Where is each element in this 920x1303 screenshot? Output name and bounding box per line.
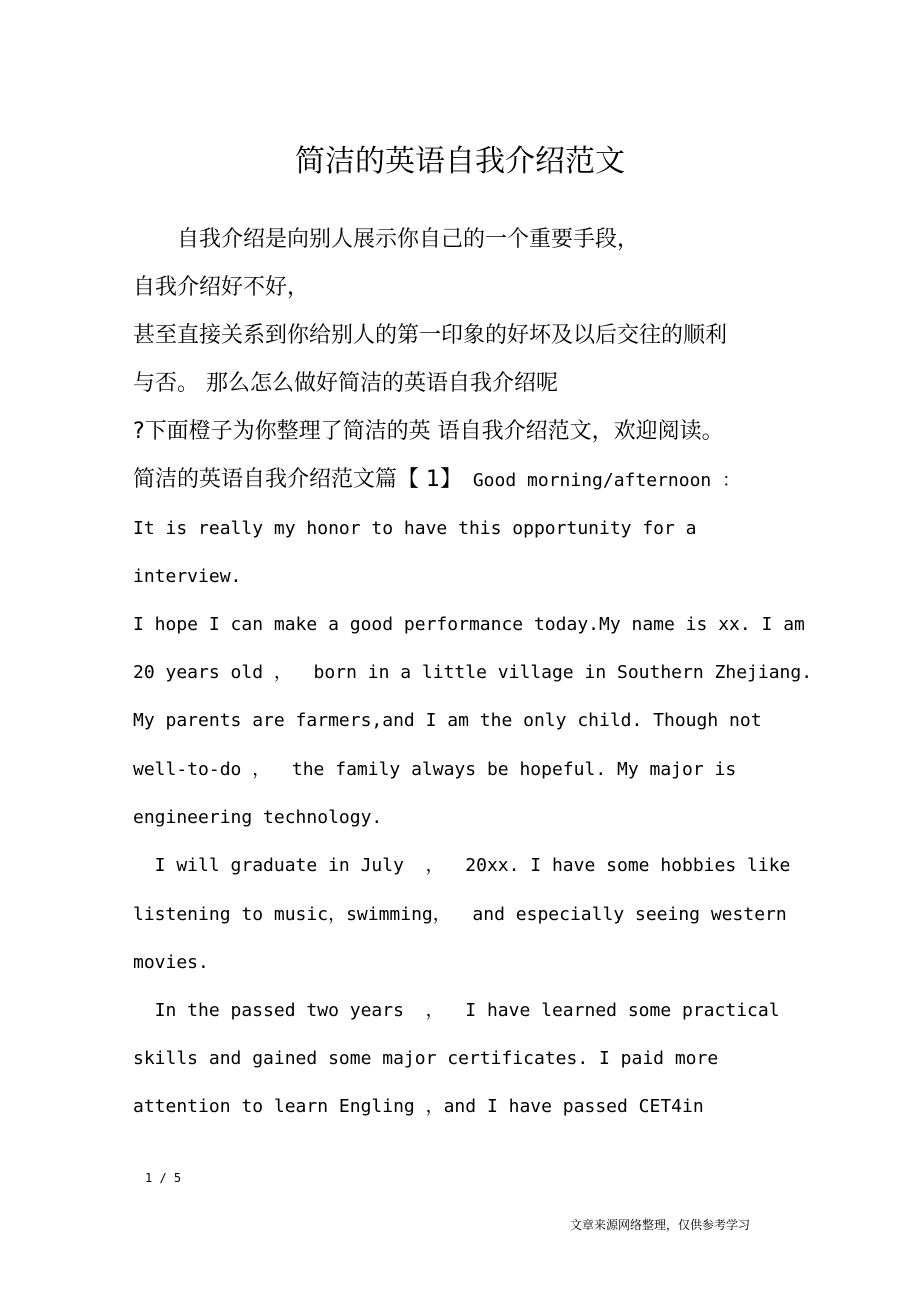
intro-line-2: 自我介绍好不好， [133, 275, 310, 300]
body-line: I will graduate in July ， 20xx. I have some hobbies like [133, 855, 791, 876]
body-line: attention to learn Engling ，and I have passed CET4in [133, 1096, 704, 1117]
body-line: interview. [133, 566, 242, 587]
intro-line-5: ?下面橙子为你整理了简洁的英 语自我介绍范文，欢迎阅读。 [133, 419, 724, 444]
body-line: engineering technology. [133, 807, 383, 828]
body-line: movies. [133, 952, 209, 973]
section-heading-greeting: Good morning/afternoon ： [462, 470, 741, 491]
page-indicator: 1 / 5 [145, 1171, 182, 1185]
body-line: well-to-do ， the family always be hopeful. My major is [133, 759, 737, 780]
body-line: skills and gained some major certificates. I paid more [133, 1048, 719, 1069]
body-line: It is really my honor to have this opportunity for a [133, 518, 697, 539]
body-line: listening to music，swimming， and especially seeing western [133, 904, 787, 925]
intro-line-3: 甚至直接关系到你给别人的第一印象的好坏及以后交往的顺利 [133, 323, 728, 348]
intro-line-4: 与否。 那么怎么做好简洁的英语自我介绍呢 [133, 371, 558, 396]
body-line: In the passed two years ， I have learned some practical [133, 1000, 780, 1021]
footer-note: 文章来源网络整理，仅供参考学习 [570, 1218, 751, 1232]
section-heading-cn: 简洁的英语自我介绍范文篇【 1】 [133, 467, 462, 492]
intro-line-1: 自我介绍是向别人展示你自己的一个重要手段， [177, 227, 640, 252]
document-title: 简洁的英语自我介绍范文 [295, 144, 625, 179]
body-line: I hope I can make a good performance today.My name is xx. I am [133, 614, 805, 635]
section-heading [133, 464, 740, 497]
body-line: 20 years old ， born in a little village in Southern Zhejiang. [133, 662, 813, 683]
body-line: My parents are farmers,and I am the only child. Though not [133, 710, 762, 731]
